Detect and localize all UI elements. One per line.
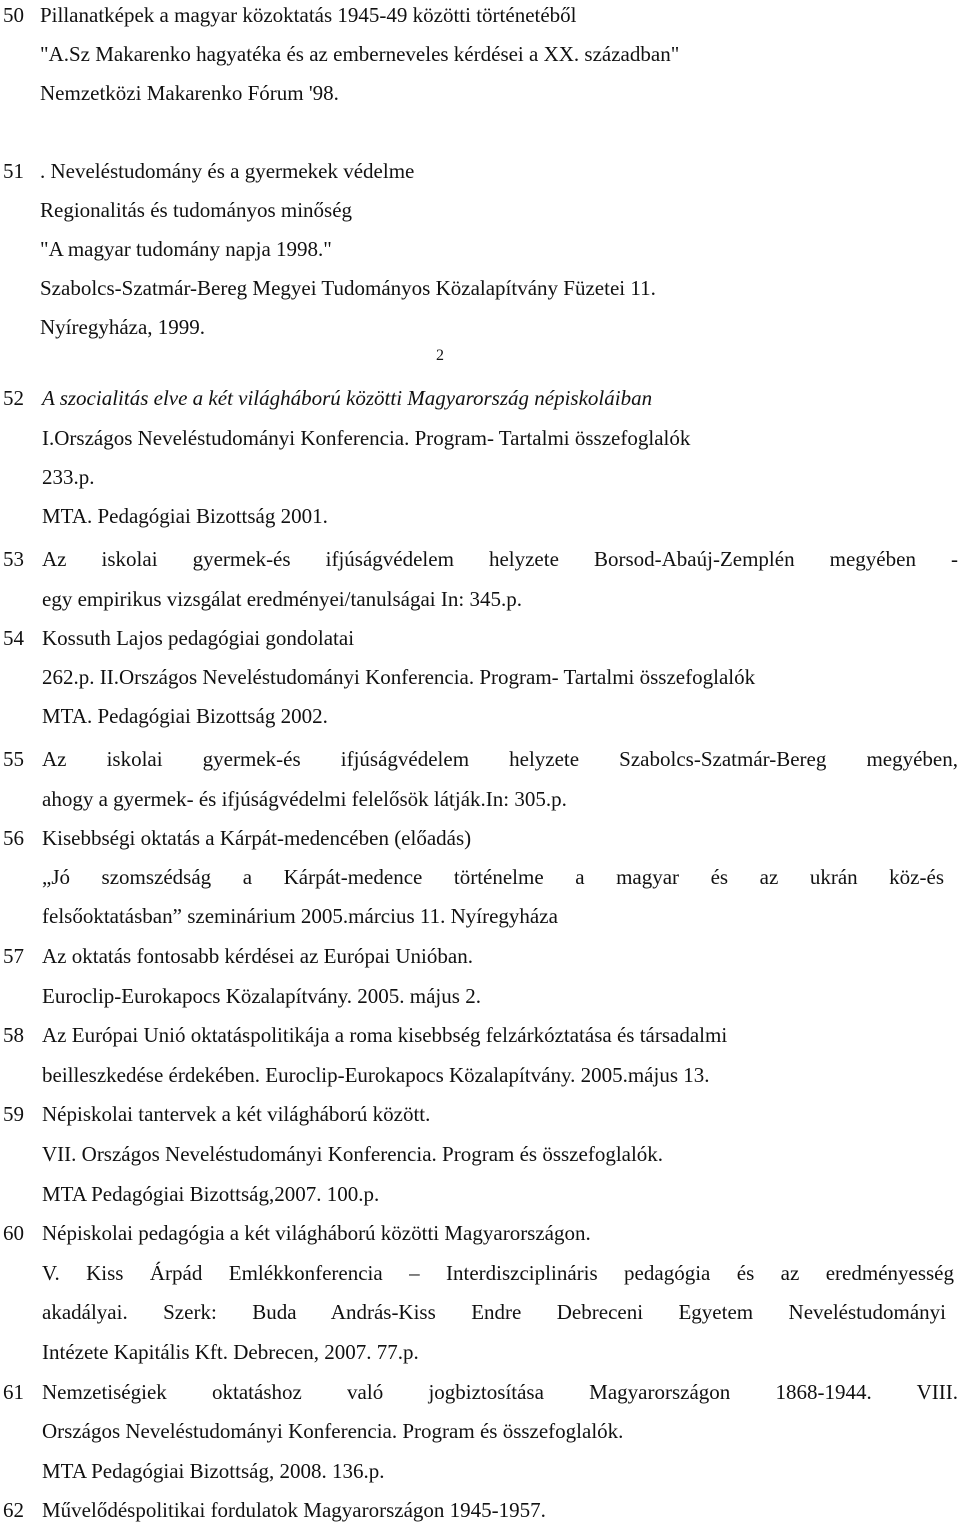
entry-number: 59: [3, 1102, 24, 1126]
entry-line: Nemzetiségiek oktatáshoz való jogbiztosítása Magyarországon 1868-1944. VIII.: [42, 1380, 958, 1404]
entry-line: beilleszkedése érdekében. Euroclip-Eurokapocs Közalapítvány. 2005.május 13.: [42, 1063, 710, 1087]
entry-number: 60: [3, 1221, 24, 1245]
entry-line: Szabolcs-Szatmár-Bereg Megyei Tudományos Közalapítvány Füzetei 11.: [40, 276, 656, 300]
entry-line: 262.p. II.Országos Neveléstudományi Konferencia. Program- Tartalmi összefoglalók: [42, 665, 756, 689]
entry-number: 56: [3, 826, 24, 850]
entry-number: 54: [3, 626, 24, 650]
entry-line: 233.p.: [42, 465, 95, 489]
entry-number: 51: [3, 159, 24, 183]
entry-line: MTA. Pedagógiai Bizottság 2002.: [42, 704, 328, 728]
entry-line: akadályai. Szerk: Buda András-Kiss Endre Debreceni Egyetem Neveléstudományi: [42, 1300, 946, 1324]
entry-line: „Jó szomszédság a Kárpát-medence történelme a magyar és az ukrán köz-és: [42, 865, 944, 889]
entry-line: ahogy a gyermek- és ifjúságvédelmi felelősök látják.In: 305.p.: [42, 787, 567, 811]
entry-line: Az Európai Unió oktatáspolitikája a roma kisebbség felzárkóztatása és társadalmi: [42, 1023, 728, 1047]
entry-line: MTA Pedagógiai Bizottság, 2008. 136.p.: [42, 1459, 385, 1483]
entry-line: Nemzetközi Makarenko Fórum '98.: [40, 81, 339, 105]
entry-line: A szocialitás elve a két világháború közötti Magyarország népiskoláiban: [42, 386, 653, 410]
entry-line: Országos Neveléstudományi Konferencia. Program és összefoglalók.: [42, 1419, 624, 1443]
entry-line: V. Kiss Árpád Emlékkonferencia – Interdiszciplináris pedagógia és az eredményesség: [42, 1261, 954, 1285]
entry-number: 52: [3, 386, 24, 410]
page-number: 2: [436, 347, 444, 364]
entry-number: 57: [3, 944, 24, 968]
entry-line: Kossuth Lajos pedagógiai gondolatai: [42, 626, 355, 650]
entry-number: 50: [3, 3, 24, 27]
entry-line: Kisebbségi oktatás a Kárpát-medencében (előadás): [42, 826, 472, 850]
entry-line: Népiskolai tantervek a két világháború között.: [42, 1102, 431, 1126]
entry-line: "A magyar tudomány napja 1998.": [40, 237, 332, 261]
entry-line: Intézete Kapitális Kft. Debrecen, 2007. 77.p.: [42, 1340, 419, 1364]
entry-line: Művelődéspolitikai fordulatok Magyarországon 1945-1957.: [42, 1498, 546, 1522]
entry-line: VII. Országos Neveléstudományi Konferencia. Program és összefoglalók.: [42, 1142, 664, 1166]
entry-line: Népiskolai pedagógia a két világháború közötti Magyarországon.: [42, 1221, 591, 1245]
entry-line: "A.Sz Makarenko hagyatéka és az emberneveles kérdései a XX. században": [40, 42, 680, 66]
entry-line: Az iskolai gyermek-és ifjúságvédelem helyzete Borsod-Abaúj-Zemplén megyében -: [42, 547, 958, 571]
entry-number: 61: [3, 1380, 24, 1404]
entry-line: egy empirikus vizsgálat eredményei/tanulságai In: 345.p.: [42, 587, 522, 611]
entry-line: Az iskolai gyermek-és ifjúságvédelem helyzete Szabolcs-Szatmár-Bereg megyében,: [42, 747, 958, 771]
entry-line: Az oktatás fontosabb kérdései az Európai Unióban.: [42, 944, 473, 968]
entry-line: MTA. Pedagógiai Bizottság 2001.: [42, 504, 328, 528]
entry-number: 62: [3, 1498, 24, 1522]
entry-line: I.Országos Neveléstudományi Konferencia. Program- Tartalmi összefoglalók: [42, 426, 691, 450]
entry-line: . Neveléstudomány és a gyermekek védelme: [40, 159, 415, 183]
entry-number: 58: [3, 1023, 24, 1047]
entry-number: 55: [3, 747, 24, 771]
entry-line: Nyíregyháza, 1999.: [40, 315, 206, 339]
entry-line: Pillanatképek a magyar közoktatás 1945-49 közötti történetéből: [40, 3, 577, 27]
entry-line: Regionalitás és tudományos minőség: [40, 198, 353, 222]
entry-line: MTA Pedagógiai Bizottság,2007. 100.p.: [42, 1182, 380, 1206]
entry-number: 53: [3, 547, 24, 571]
entry-line: felsőoktatásban” szeminárium 2005.március 11. Nyíregyháza: [42, 904, 558, 928]
entry-line: Euroclip-Eurokapocs Közalapítvány. 2005. május 2.: [42, 984, 481, 1008]
